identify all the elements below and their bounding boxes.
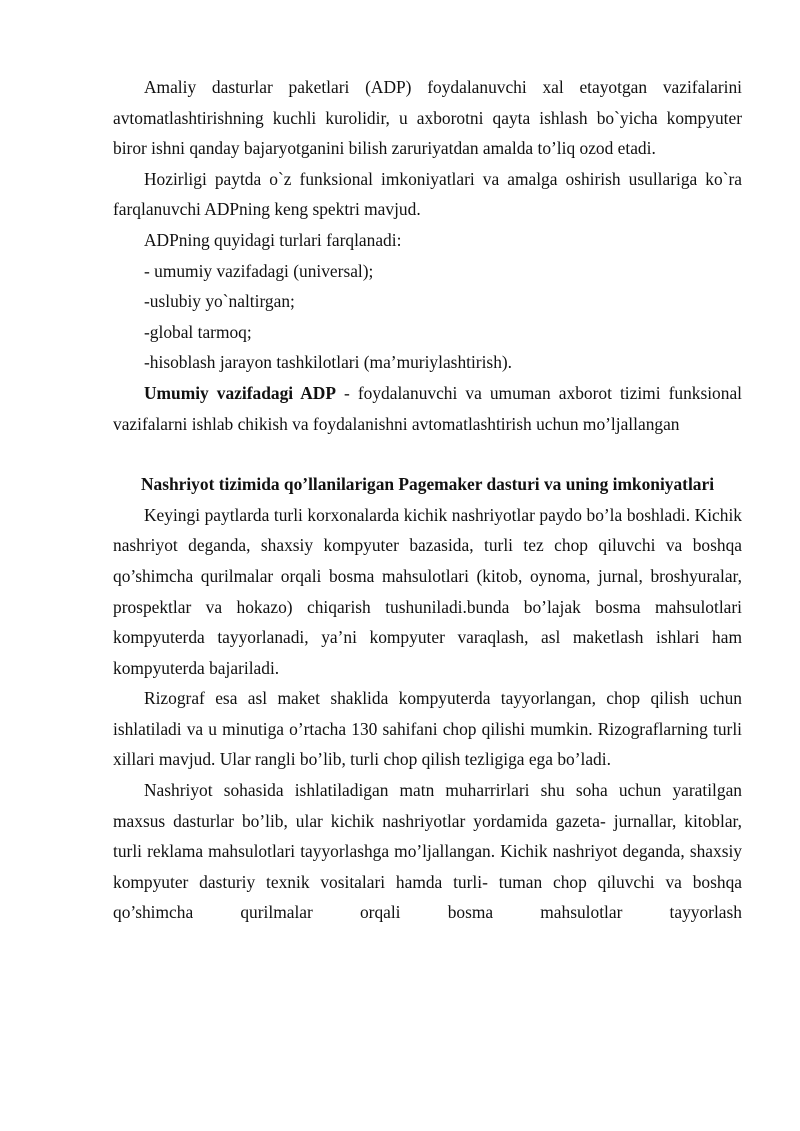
list-item: -hisoblash jarayon tashkilotlari (ma’muriylashtirish). [144, 352, 513, 373]
spacer [113, 439, 742, 469]
definition-text: - foydalanuvchi va umuman axborot tizimi funksional vazifalarni ishlab chikish va foydalanishni avtomatlashtirish uchun mo’ljallangan [113, 382, 743, 434]
paragraph-definition [113, 378, 742, 439]
paragraph-adp-types-intro: ADPning quyidagi turlari farqlanadi: [144, 229, 402, 250]
definition-term: Umumiy vazifadagi ADP [144, 382, 336, 403]
section-heading: Nashriyot tizimida qo’llanilarigan Pagemaker dasturi va uning imkoniyatlari [140, 474, 715, 495]
list-item: -global tarmoq; [144, 321, 252, 342]
list-item: -uslubiy yo`naltirgan; [144, 291, 295, 312]
paragraph-text-editors: Nashriyot sohasida ishlatiladigan matn muharrirlari shu soha uchun yaratilgan maxsus dasturlar bo’lib, ular kichik nashriyotlar yordamida gazeta- jurnallar, kitoblar, turli reklama mahsulotlari tayyorlashga mo’ljallangan. Kichik nashriyot deganda, shaxsiy kompyuter dasturiy texnik vositalari hamda turli- tuman chop qiluvchi va boshqa qo’shimcha qurilmalar orqali bosma mahsulotlar tayyorlash [113, 780, 742, 923]
list-item: - umumiy vazifadagi (universal); [144, 260, 374, 281]
paragraph-risograph: Rizograf esa asl maket shaklida kompyuterda tayyorlangan, chop qilish uchun ishlatiladi va u minutiga o’rtacha 130 sahifani chop qilishi mumkin. Rizograflarning turli xillari mavjud. Ular rangli bo’lib, turli chop qilish tezligiga ega bo’ladi. [113, 688, 742, 770]
paragraph-adp-intro: Amaliy dasturlar paketlari (ADP) foydalanuvchi xal etayotgan vazifalarini avtomatlashtirishning kuchli kurolidir, u axborotni qayta ishlash bo`yicha kompyuter biror ishni qanday bajaryotganini bilish zaruriyatdan amalda to’liq ozod etadi. [113, 77, 742, 159]
paragraph-adp-spectrum: Hozirligi paytda o`z funksional imkoniyatlari va amalga oshirish usullariga ko`ra farqlanuvchi ADPning keng spektri mavjud. [113, 168, 742, 220]
paragraph-small-publishers: Keyingi paytlarda turli korxonalarda kichik nashriyotlar paydo bo’la boshladi. Kichik nashriyot deganda, shaxsiy kompyuter bazasida, turli tez chop qiluvchi va boshqa qo’shimcha qurilmalar orqali bosma mahsulotlari (kitob, oynoma, jurnal, broshyuralar, prospektlar va hokazo) chiqarish tushuniladi.bunda bo’lajak bosma mahsulotlari kompyuterda tayyorlanadi, ya’ni kompyuter varaqlash, asl maketlash ishlari ham kompyuterda bajariladi. [113, 504, 742, 678]
document-page [113, 72, 742, 928]
